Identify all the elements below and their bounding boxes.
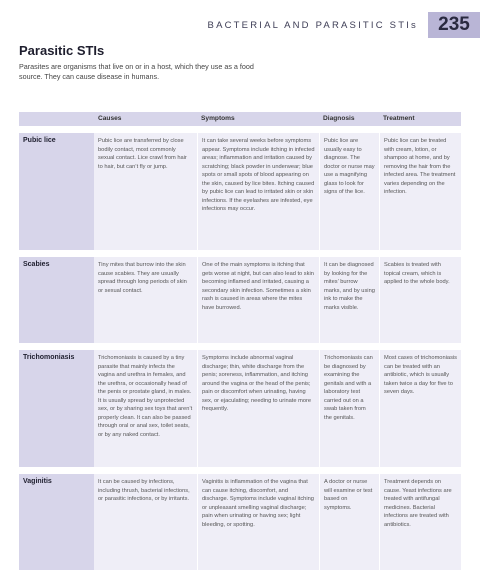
column-header-symptoms: Symptoms <box>201 115 235 122</box>
diagnosis-cell: Trichomoniasis can be diagnosed by examining the genitals and with a laboratory test carried out on a swab taken from the genitals. <box>319 350 379 467</box>
table-row <box>19 133 461 250</box>
column-header-diagnosis: Diagnosis <box>323 115 355 122</box>
table-row <box>19 474 461 570</box>
treatment-cell: Pubic lice can be treated with cream, lotion, or shampoo at home, and by removing the hair from the infected area. The treatment varies depending on the infection. <box>379 133 461 250</box>
diagnosis-cell: A doctor or nurse will examine or test based on symptoms. <box>319 474 379 570</box>
symptoms-cell: Vaginitis is inflammation of the vagina that can cause itching, discomfort, and discharge. Symptoms include vaginal itching or unpleasant smelling vaginal discharge; pain when urinating or having sex; light bleeding, or spotting. <box>197 474 319 570</box>
section-intro: Parasites are organisms that live on or in a host, which they use as a food source. They can cause disease in humans. <box>19 62 254 81</box>
symptoms-cell: Symptoms include abnormal vaginal discharge; thin, white discharge from the penis; soreness, inflammation, and itching around the vagina or the head of the penis; pain or discomfort when urinating, having sex, or ejaculating; needing to urinate more frequently. <box>197 350 319 467</box>
row-name-scabies: Scabies <box>19 257 94 343</box>
page-number: 235 <box>438 14 470 35</box>
table-header-row <box>19 112 461 126</box>
sti-table <box>19 112 461 570</box>
column-header-condition <box>19 112 94 126</box>
causes-cell: It can be caused by infections, including thrush, bacterial infections, or parasitic infections, or by irritants. <box>98 479 190 502</box>
column-header-treatment: Treatment <box>383 115 415 122</box>
treatment-cell: Treatment depends on cause. Yeast infections are treated with antifungal medicines. Bacterial infections are treated with antibiotics. <box>379 474 461 570</box>
row-name-pubic-lice: Pubic lice <box>19 133 94 250</box>
running-title: BACTERIAL AND PARASITIC STIs <box>207 19 418 31</box>
table-row <box>19 257 461 343</box>
symptoms-cell: It can take several weeks before symptoms appear. Symptoms include itching in infected areas; inflammation and irritation caused by scratching; black powder in underwear; blue spots or small spots of blood appearing on the skin, caused by lice bites. Itching caused by pubic lice can lead to irritated skin or skin infections. If the eyelashes are infested, eye infections may occur. <box>197 133 319 250</box>
causes-cell: Tiny mites that burrow into the skin cause scabies. They are usually spread through long periods of skin or sexual contact. <box>98 262 187 294</box>
column-header-causes: Causes <box>98 115 122 122</box>
symptoms-cell: One of the main symptoms is itching that gets worse at night, but can also lead to skin becoming inflamed and irritated, causing a secondary skin infection. Sometimes a skin rash is caused in areas where the mites have burrowed. <box>197 257 319 343</box>
row-name-trichomoniasis: Trichomoniasis <box>19 350 94 467</box>
treatment-cell: Scabies is treated with topical cream, which is applied to the whole body. <box>379 257 461 343</box>
treatment-cell: Most cases of trichomoniasis can be treated with an antibiotic, which is usually taken twice a day for five to seven days. <box>379 350 461 467</box>
section-title: Parasitic STIs <box>19 43 105 58</box>
diagnosis-cell: Pubic lice are usually easy to diagnose. The doctor or nurse may use a magnifying glass to look for signs of the lice. <box>319 133 379 250</box>
causes-cell: Pubic lice are transferred by close bodily contact, most commonly sexual contact. Lice crawl from hair to hair, but can’t fly or jump. <box>98 138 187 170</box>
page-header <box>208 12 480 38</box>
row-name-vaginitis: Vaginitis <box>19 474 94 570</box>
table-row <box>19 350 461 467</box>
causes-cell: Trichomoniasis is caused by a tiny parasite that mainly infects the vagina and urethra in females, and the urethra, or occasionally head of the penis or prostate gland, in males. It is usually spread by unprotected sex, or by sharing sex toys that aren’t properly clean. It can also be passed through oral or anal sex, toilet seats, or by any naked contact. <box>98 355 193 438</box>
page-number-box <box>428 12 480 38</box>
diagnosis-cell: It can be diagnosed by looking for the mites’ burrow marks, and by using ink to make the marks visible. <box>319 257 379 343</box>
